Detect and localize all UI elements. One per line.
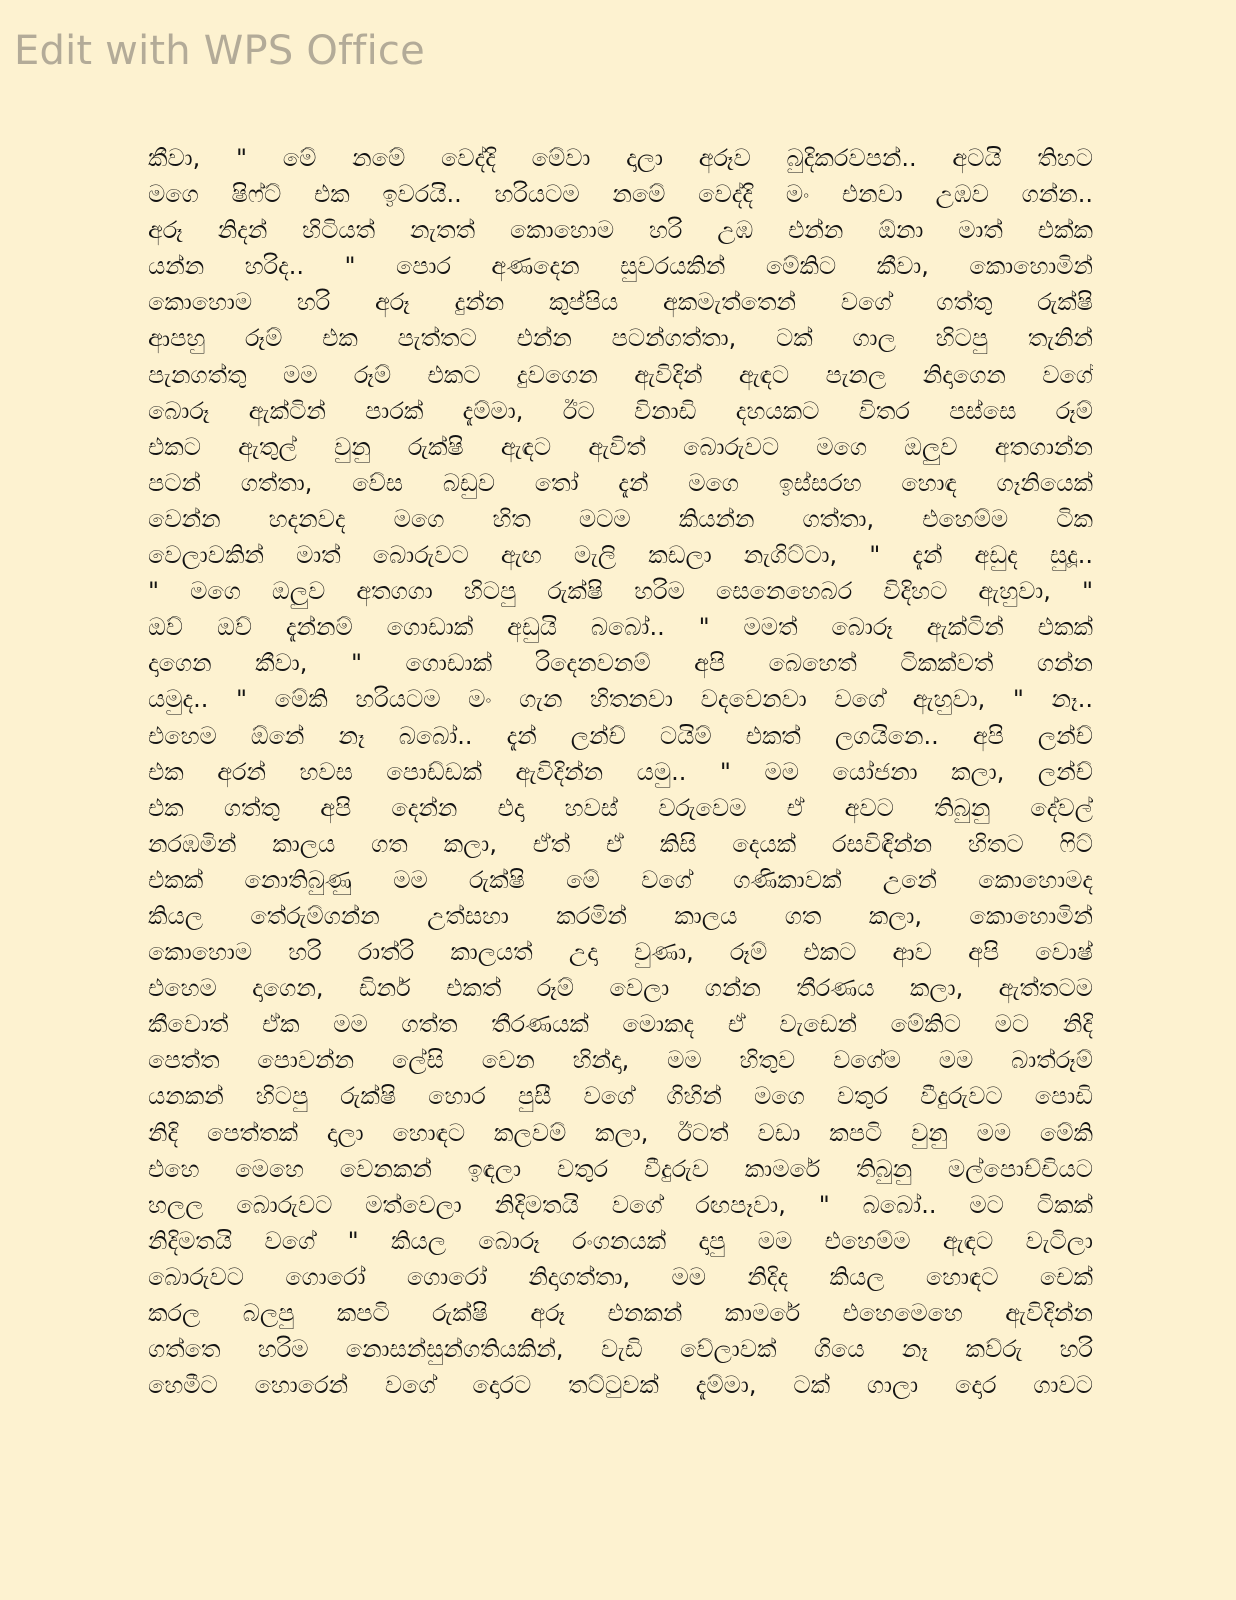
text-line: එහෙම ඕනේ නෑ බබෝ.. දැන් ලන්ච් ටයිම් එකත් ලගයිනෙ.. අපි ලන්ච් bbox=[148, 721, 1093, 750]
text-line: වෙන්න හදනවද මගෙ හිත මටම කියන්න ගත්තා, එහෙම්ම ටික bbox=[148, 504, 1093, 533]
text-line: කීවොත් ඒක මම ගත්ත තීරණයක් මොකද ඒ වැඩෙන් මේකිට මට නිදි bbox=[148, 1010, 1093, 1039]
text-line: බොරුවට ගොරෝ ගොරෝ නිදාගත්තා, මම නිදිද කියල හොඳට චෙක් bbox=[148, 1262, 1093, 1291]
text-line: කියල තේරුම්ගන්න උත්සහා කරමින් කාලය ගත කලා, කොහොමින් bbox=[148, 901, 1093, 930]
text-line: යනකන් හිටපු රුක්ෂි හොර පුසී වගේ ගිහින් මගෙ වතුර වීදුරුවට පොඩි bbox=[148, 1082, 1093, 1111]
text-line: එහෙ මෙහෙ වෙනකන් ඉඳලා වතුර වීදුරුව කාමරේ තිබුනු මල්පොච්චියට bbox=[148, 1154, 1093, 1183]
text-line: පැනගත්තු මම රූම් එකට දුවගෙන ඇවිදින් ඇඳට පැනල නිදාගෙන වගේ bbox=[148, 360, 1093, 389]
text-line: එහෙම දාගෙන, ඩිනර් එකත් රූම් වෙලා ගන්න තීරණය කලා, ඇත්තටම bbox=[148, 974, 1093, 1003]
text-line: පෙත්ත පොවන්න ලේසි වෙන හින්දා, මම හිතුව වගේම මම බාත්රූම් bbox=[148, 1046, 1093, 1075]
text-line: හලල බොරුවට මත්වෙලා නිදිමතයි වගේ රඟපෑවා, " බබෝ.. මට ටිකක් bbox=[148, 1190, 1093, 1219]
text-line: එක ගත්තු අපි දෙන්න එදා හවස් වරුවෙම ඒ අවට තිබුනු දේවල් bbox=[148, 793, 1093, 822]
text-line: බොරූ ඇක්ටින් පාරක් දැම්මා, ඊට විනාඩි දහයකට විතර පස්සෙ රූම් bbox=[148, 396, 1093, 425]
wps-watermark: Edit with WPS Office bbox=[14, 28, 425, 74]
text-line: කරල බලපු කපටි රුක්ෂි අරූ එනකන් කාමරේ එහෙමෙහෙ ඇවිදින්න bbox=[148, 1299, 1093, 1327]
text-line: මගෙ ෂිෆ්ට් එක ඉවරයි.. හරියටම නමේ වෙද්දි මං එනවා උඹව ගන්න.. bbox=[148, 180, 1093, 209]
text-line: පටන් ගත්තා, වේස බඩුව තෝ දැන් මගෙ ඉස්සරහ හොඳ ගෑනියෙක් bbox=[148, 468, 1093, 497]
text-line: ආපහු රූම් එක පැත්තට එන්න පටන්ගත්තා, ටක් ගාල හිටපු තැනින් bbox=[148, 324, 1093, 353]
text-line: " මගෙ ඔලුව අතගගා හිටපු රුක්ෂි හරිම සෙනෙහෙබර විදිහට ඇහුවා, " bbox=[148, 577, 1093, 606]
text-line: කොහොම හරි අරූ දුන්න කුප්පිය අකමැත්තෙන් වගේ ගත්තු රුක්ෂි bbox=[148, 288, 1093, 317]
document-body bbox=[148, 140, 1093, 1403]
text-line: ගත්තෙ හරිම නොසන්සුන්ගතියකින්, වැඩි වේලාවක් ගියෙ නෑ කව්රු හරි bbox=[148, 1335, 1093, 1364]
text-line: කොහොම හරි රාත්රි කාලයත් උදා වුණා, රූම් එකට ආව අපි වොෂ් bbox=[148, 938, 1093, 967]
text-line: අරූ නිදන් හිටියත් නැතත් කොහොම හරි උඹ එන්න ඕනා මාත් එක්ක bbox=[148, 216, 1093, 245]
text-line: යන්න හරිද.. " පොර අණදෙන සුවරයකින් මේකිට කීවා, කොහොමින් bbox=[148, 252, 1093, 281]
text-line: නිදි පෙත්තක් දාලා හොඳට කලවම් කලා, ඊටත් වඩා කපටි වුනු මම මේකි bbox=[148, 1118, 1093, 1147]
text-line: එක අරන් හවස පොඩ්ඩක් ඇවිදින්න යමු.. " මම යෝජනා කලා, ලන්ච් bbox=[148, 757, 1093, 786]
text-line: යමුද.. " මේකි හරියටම මං ගැන හිතනවා වදවෙනවා වගේ ඇහුවා, " නෑ.. bbox=[148, 685, 1093, 714]
text-line: එකට ඇතුල් වුනු රුක්ෂි ඇඳට ඇවිත් බොරුවට මගෙ ඔලුව අතගාන්න bbox=[148, 432, 1093, 461]
text-line: කීවා, " මේ නමේ වෙද්දි මේවා දාලා අරූව බුදිකරවපන්.. අටයි තිහට bbox=[148, 144, 1093, 172]
text-line: ඔව් ඔව් දැන්නම් ගොඩාක් අඩුයි බබෝ.. " මමත් බොරූ ඇක්ටින් එකක් bbox=[148, 613, 1093, 642]
text-line: නරඹමින් කාලය ගත කලා, ඒත් ඒ කිසි දෙයක් රසවිඳින්න හිතට ෆිට් bbox=[148, 829, 1093, 858]
text-line: හෙමීට හොරෙන් වගේ දොරට තට්ටුවක් දැම්මා, ටක් ගාලා දොර ගාවට bbox=[148, 1371, 1093, 1400]
text-line: දාගෙන කීවා, " ගොඩාක් රිදෙනවනම් අපි බෙහෙත් ටිකක්වත් ගන්න bbox=[148, 649, 1093, 678]
text-line: එකක් නොතිබුණු මම රුක්ෂි මේ වගේ ගණිකාවක් උනේ කොහොමද bbox=[148, 865, 1093, 894]
text-line: නිදිමතයි වගේ " කියල බොරූ රංගනයක් දාපු මම එහෙම්ම ඇඳට වැටිලා bbox=[148, 1226, 1093, 1255]
text-line: වෙලාවකින් මාත් බොරුවට ඇඟ මැලි කඩලා නැගිට්ටා, " දැන් අඩුද සුදූ.. bbox=[148, 541, 1093, 570]
